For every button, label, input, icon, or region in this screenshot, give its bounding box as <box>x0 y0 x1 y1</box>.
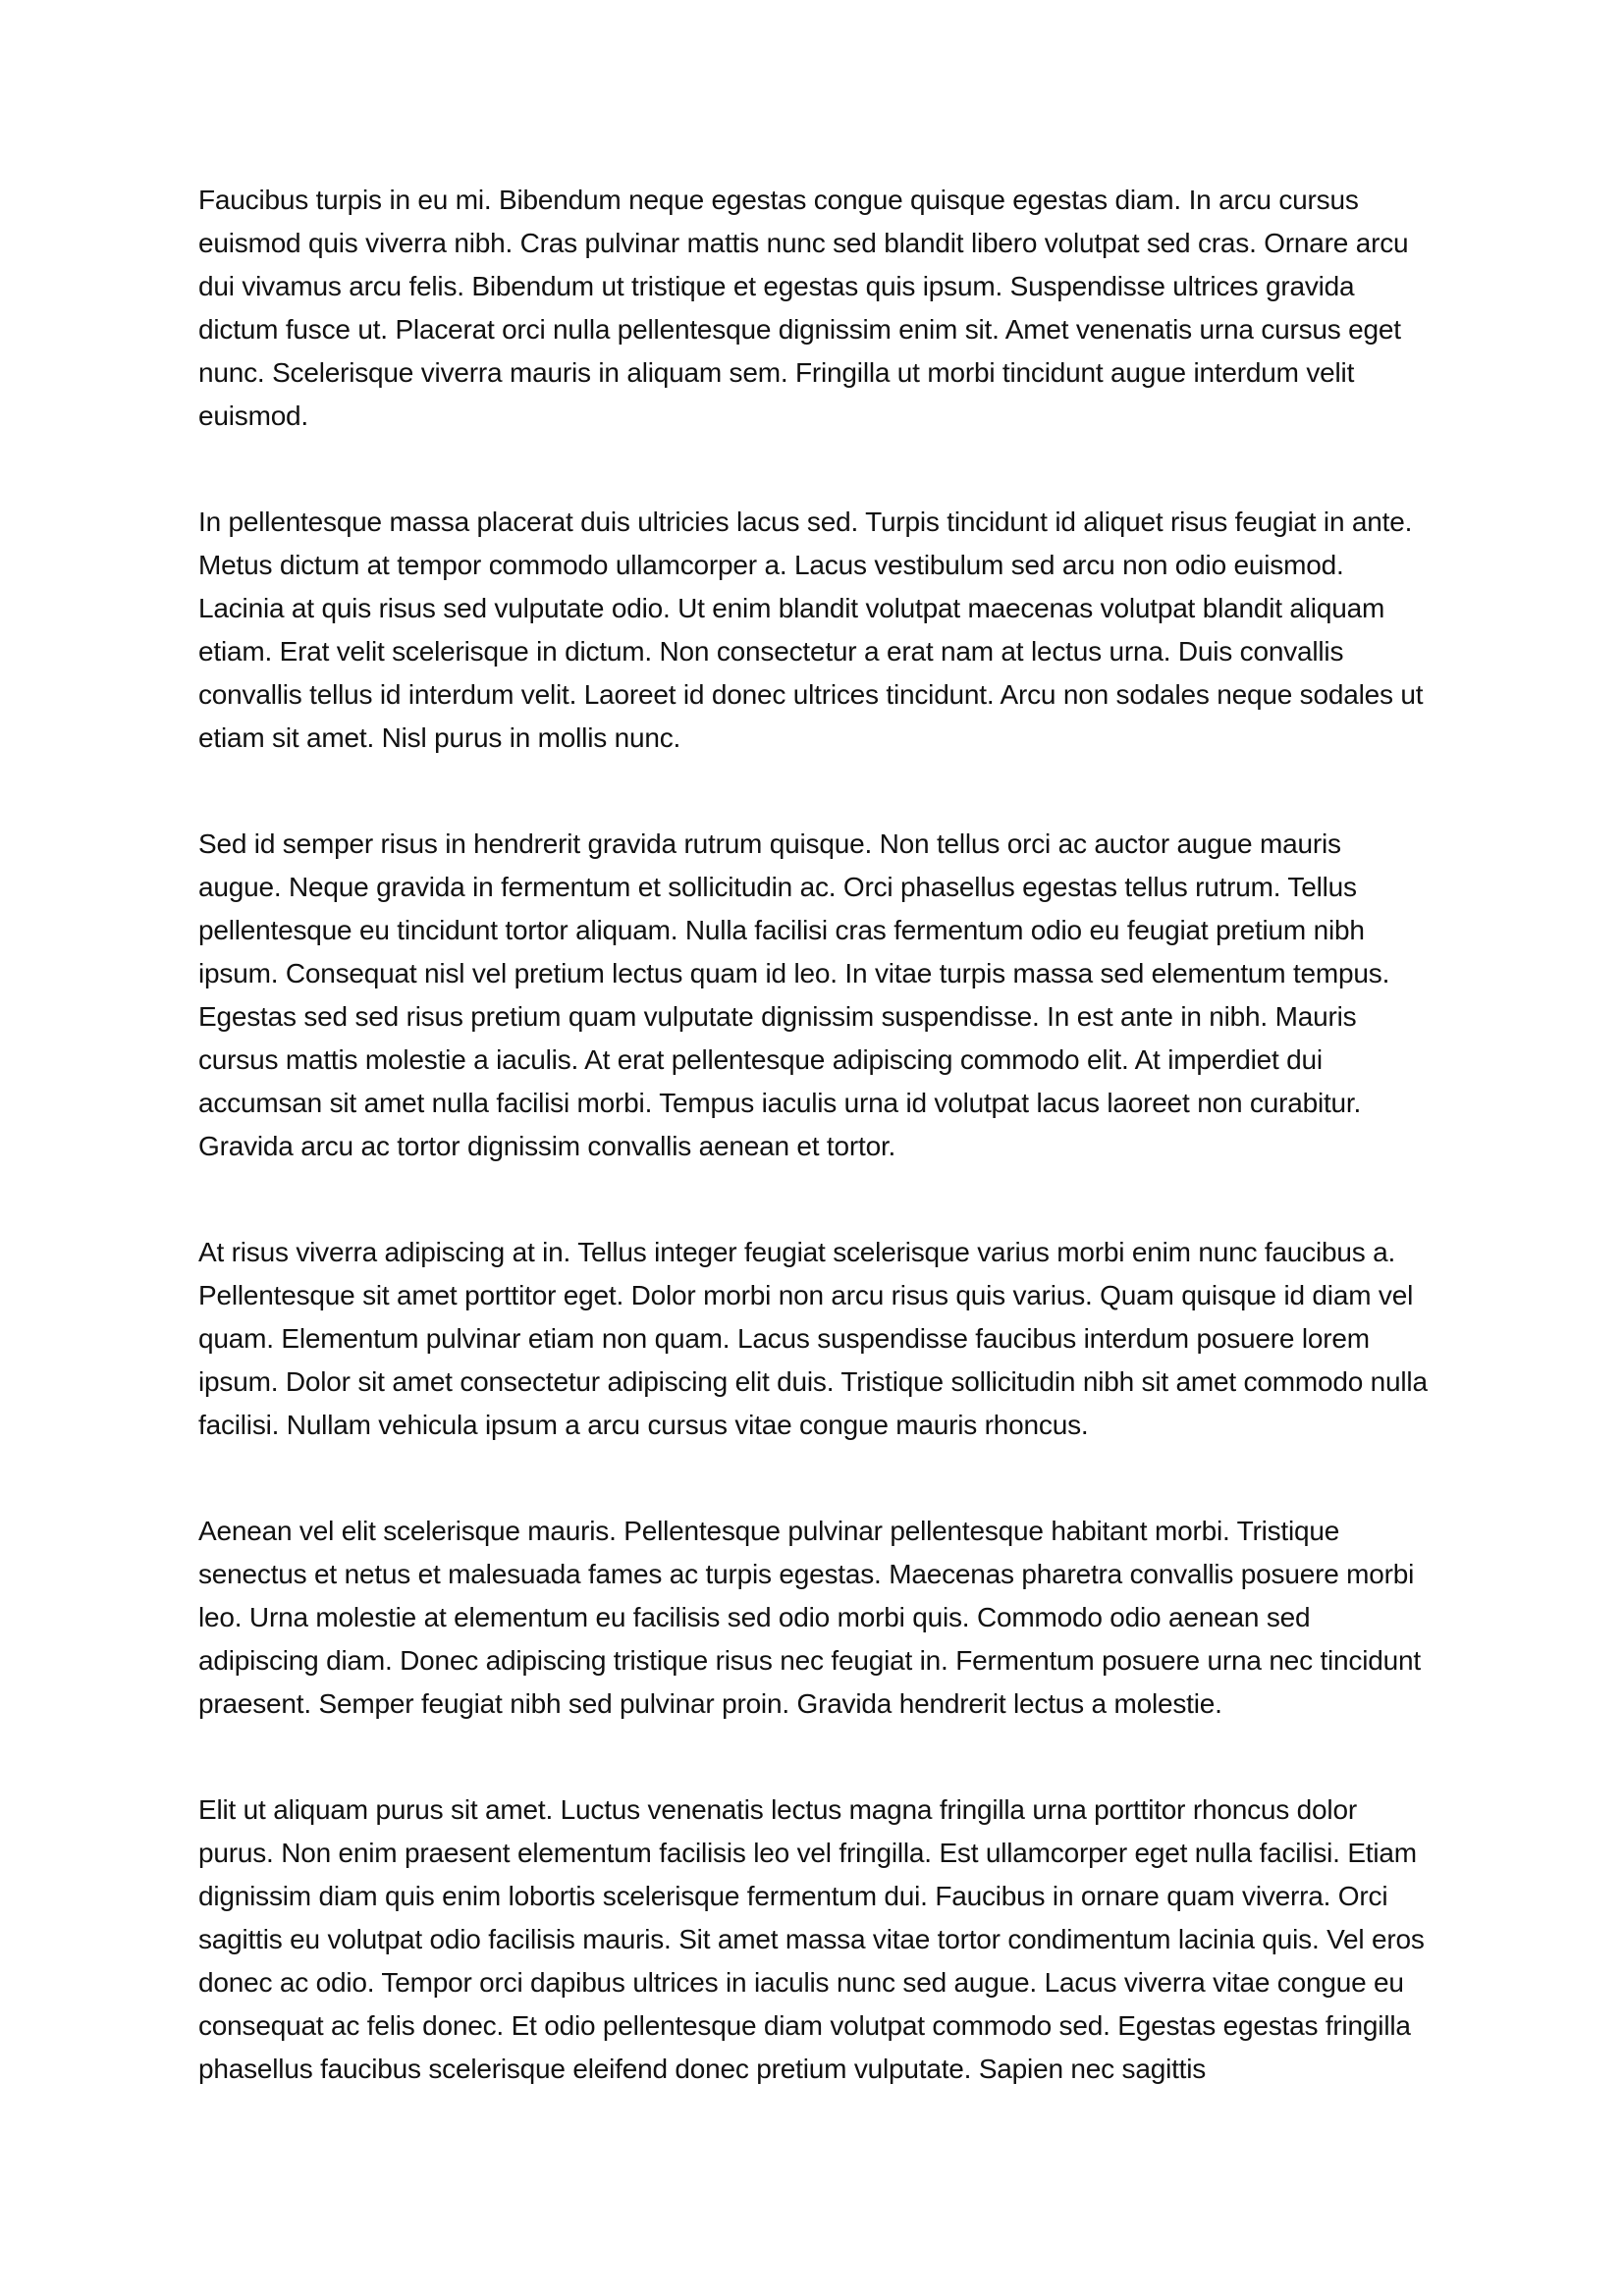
paragraph-4: At risus viverra adipiscing at in. Tellus integer feugiat scelerisque varius morbi enim nunc faucibus a. Pellentesque sit amet porttitor eget. Dolor morbi non arcu risus quis varius. Quam quisque id diam vel quam. Elementum pulvinar etiam non quam. Lacus suspendisse faucibus interdum posuere lorem ipsum. Dolor sit amet consectetur adipiscing elit duis. Tristique sollicitudin nibh sit amet commodo nulla facilisi. Nullam vehicula ipsum a arcu cursus vitae congue mauris rhoncus. <box>198 1237 1428 1440</box>
paragraph-3: Sed id semper risus in hendrerit gravida rutrum quisque. Non tellus orci ac auctor augue mauris augue. Neque gravida in fermentum et sollicitudin ac. Orci phasellus egestas tellus rutrum. Tellus pellentesque eu tincidunt tortor aliquam. Nulla facilisi cras fermentum odio eu feugiat pretium nibh ipsum. Consequat nisl vel pretium lectus quam id leo. In vitae turpis massa sed elementum tempus. Egestas sed sed risus pretium quam vulputate dignissim suspendisse. In est ante in nibh. Mauris cursus mattis molestie a iaculis. At erat pellentesque adipiscing commodo elit. At imperdiet dui accumsan sit amet nulla facilisi morbi. Tempus iaculis urna id volutpat lacus laoreet non curabitur. Gravida arcu ac tortor dignissim convallis aenean et tortor. <box>198 828 1390 1161</box>
paragraph-1: Faucibus turpis in eu mi. Bibendum neque egestas congue quisque egestas diam. In arcu cursus euismod quis viverra nibh. Cras pulvinar mattis nunc sed blandit libero volutpat sed cras. Ornare arcu dui vivamus arcu felis. Bibendum ut tristique et egestas quis ipsum. Suspendisse ultrices gravida dictum fusce ut. Placerat orci nulla pellentesque dignissim enim sit. Amet venenatis urna cursus eget nunc. Scelerisque viverra mauris in aliquam sem. Fringilla ut morbi tincidunt augue interdum velit euismod. <box>198 185 1409 431</box>
paragraph-2: In pellentesque massa placerat duis ultricies lacus sed. Turpis tincidunt id aliquet risus feugiat in ante. Metus dictum at tempor commodo ullamcorper a. Lacus vestibulum sed arcu non odio euismod. Lacinia at quis risus sed vulputate odio. Ut enim blandit volutpat maecenas volutpat blandit aliquam etiam. Erat velit scelerisque in dictum. Non consectetur a erat nam at lectus urna. Duis convallis convallis tellus id interdum velit. Laoreet id donec ultrices tincidunt. Arcu non sodales neque sodales ut etiam sit amet. Nisl purus in mollis nunc. <box>198 507 1424 753</box>
paragraph-6: Elit ut aliquam purus sit amet. Luctus venenatis lectus magna fringilla urna porttitor rhoncus dolor purus. Non enim praesent elementum facilisis leo vel fringilla. Est ullamcorper eget nulla facilisi. Etiam dignissim diam quis enim lobortis scelerisque fermentum dui. Faucibus in ornare quam viverra. Orci sagittis eu volutpat odio facilisis mauris. Sit amet massa vitae tortor condimentum lacinia quis. Vel eros donec ac odio. Tempor orci dapibus ultrices in iaculis nunc sed augue. Lacus viverra vitae congue eu consequat ac felis donec. Et odio pellentesque diam volutpat commodo sed. Egestas egestas fringilla phasellus faucibus scelerisque eleifend donec pretium vulputate. Sapien nec sagittis <box>198 1794 1425 2084</box>
paragraph-5: Aenean vel elit scelerisque mauris. Pellentesque pulvinar pellentesque habitant morbi. Tristique senectus et netus et malesuada fames ac turpis egestas. Maecenas pharetra convallis posuere morbi leo. Urna molestie at elementum eu facilisis sed odio morbi quis. Commodo odio aenean sed adipiscing diam. Donec adipiscing tristique risus nec feugiat in. Fermentum posuere urna nec tincidunt praesent. Semper feugiat nibh sed pulvinar proin. Gravida hendrerit lectus a molestie. <box>198 1516 1421 1719</box>
document-body-text <box>198 179 1430 2154</box>
